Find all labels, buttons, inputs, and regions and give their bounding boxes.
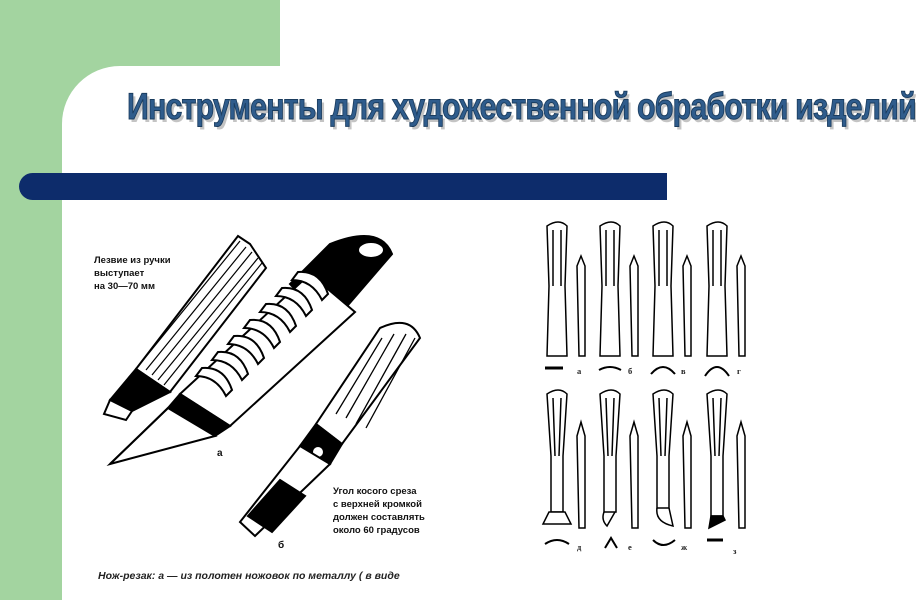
knife-illustration — [80, 214, 465, 586]
chisel-label-f: е — [628, 542, 632, 552]
background-green-strip — [0, 0, 62, 600]
chisel-label-g: ж — [681, 542, 688, 552]
label-a: а — [217, 448, 223, 459]
chisel-c — [651, 222, 691, 374]
note-blade-length: Лезвие из ручки выступает на 30—70 мм — [94, 255, 171, 292]
title-underline-bar — [19, 173, 667, 200]
chisel-label-h: з — [733, 546, 737, 556]
chisel-f — [600, 390, 638, 548]
chisel-b — [599, 222, 638, 370]
chisel-g — [653, 390, 691, 545]
chisel-label-c: в — [681, 366, 686, 376]
chisel-illustration — [515, 216, 785, 578]
chisel-label-a: а — [577, 366, 582, 376]
chisel-label-e: д — [577, 542, 582, 552]
chisel-drawing — [515, 216, 785, 578]
chisel-label-d: г — [737, 366, 741, 376]
figure-caption: Нож-резак: а — из полотен ножовок по металлу ( в виде — [98, 570, 400, 582]
chisel-d — [705, 222, 745, 376]
label-b: б — [278, 540, 285, 551]
chisel-e — [543, 390, 585, 544]
chisel-label-b: б — [628, 366, 633, 376]
note-cut-angle: Угол косого среза с верхней кромкой должен составлять около 60 градусов — [333, 486, 425, 536]
slide-title: Инструменты для художественной обработки изделий — [127, 86, 916, 127]
chisel-h — [707, 390, 745, 540]
chisel-a — [545, 222, 585, 368]
